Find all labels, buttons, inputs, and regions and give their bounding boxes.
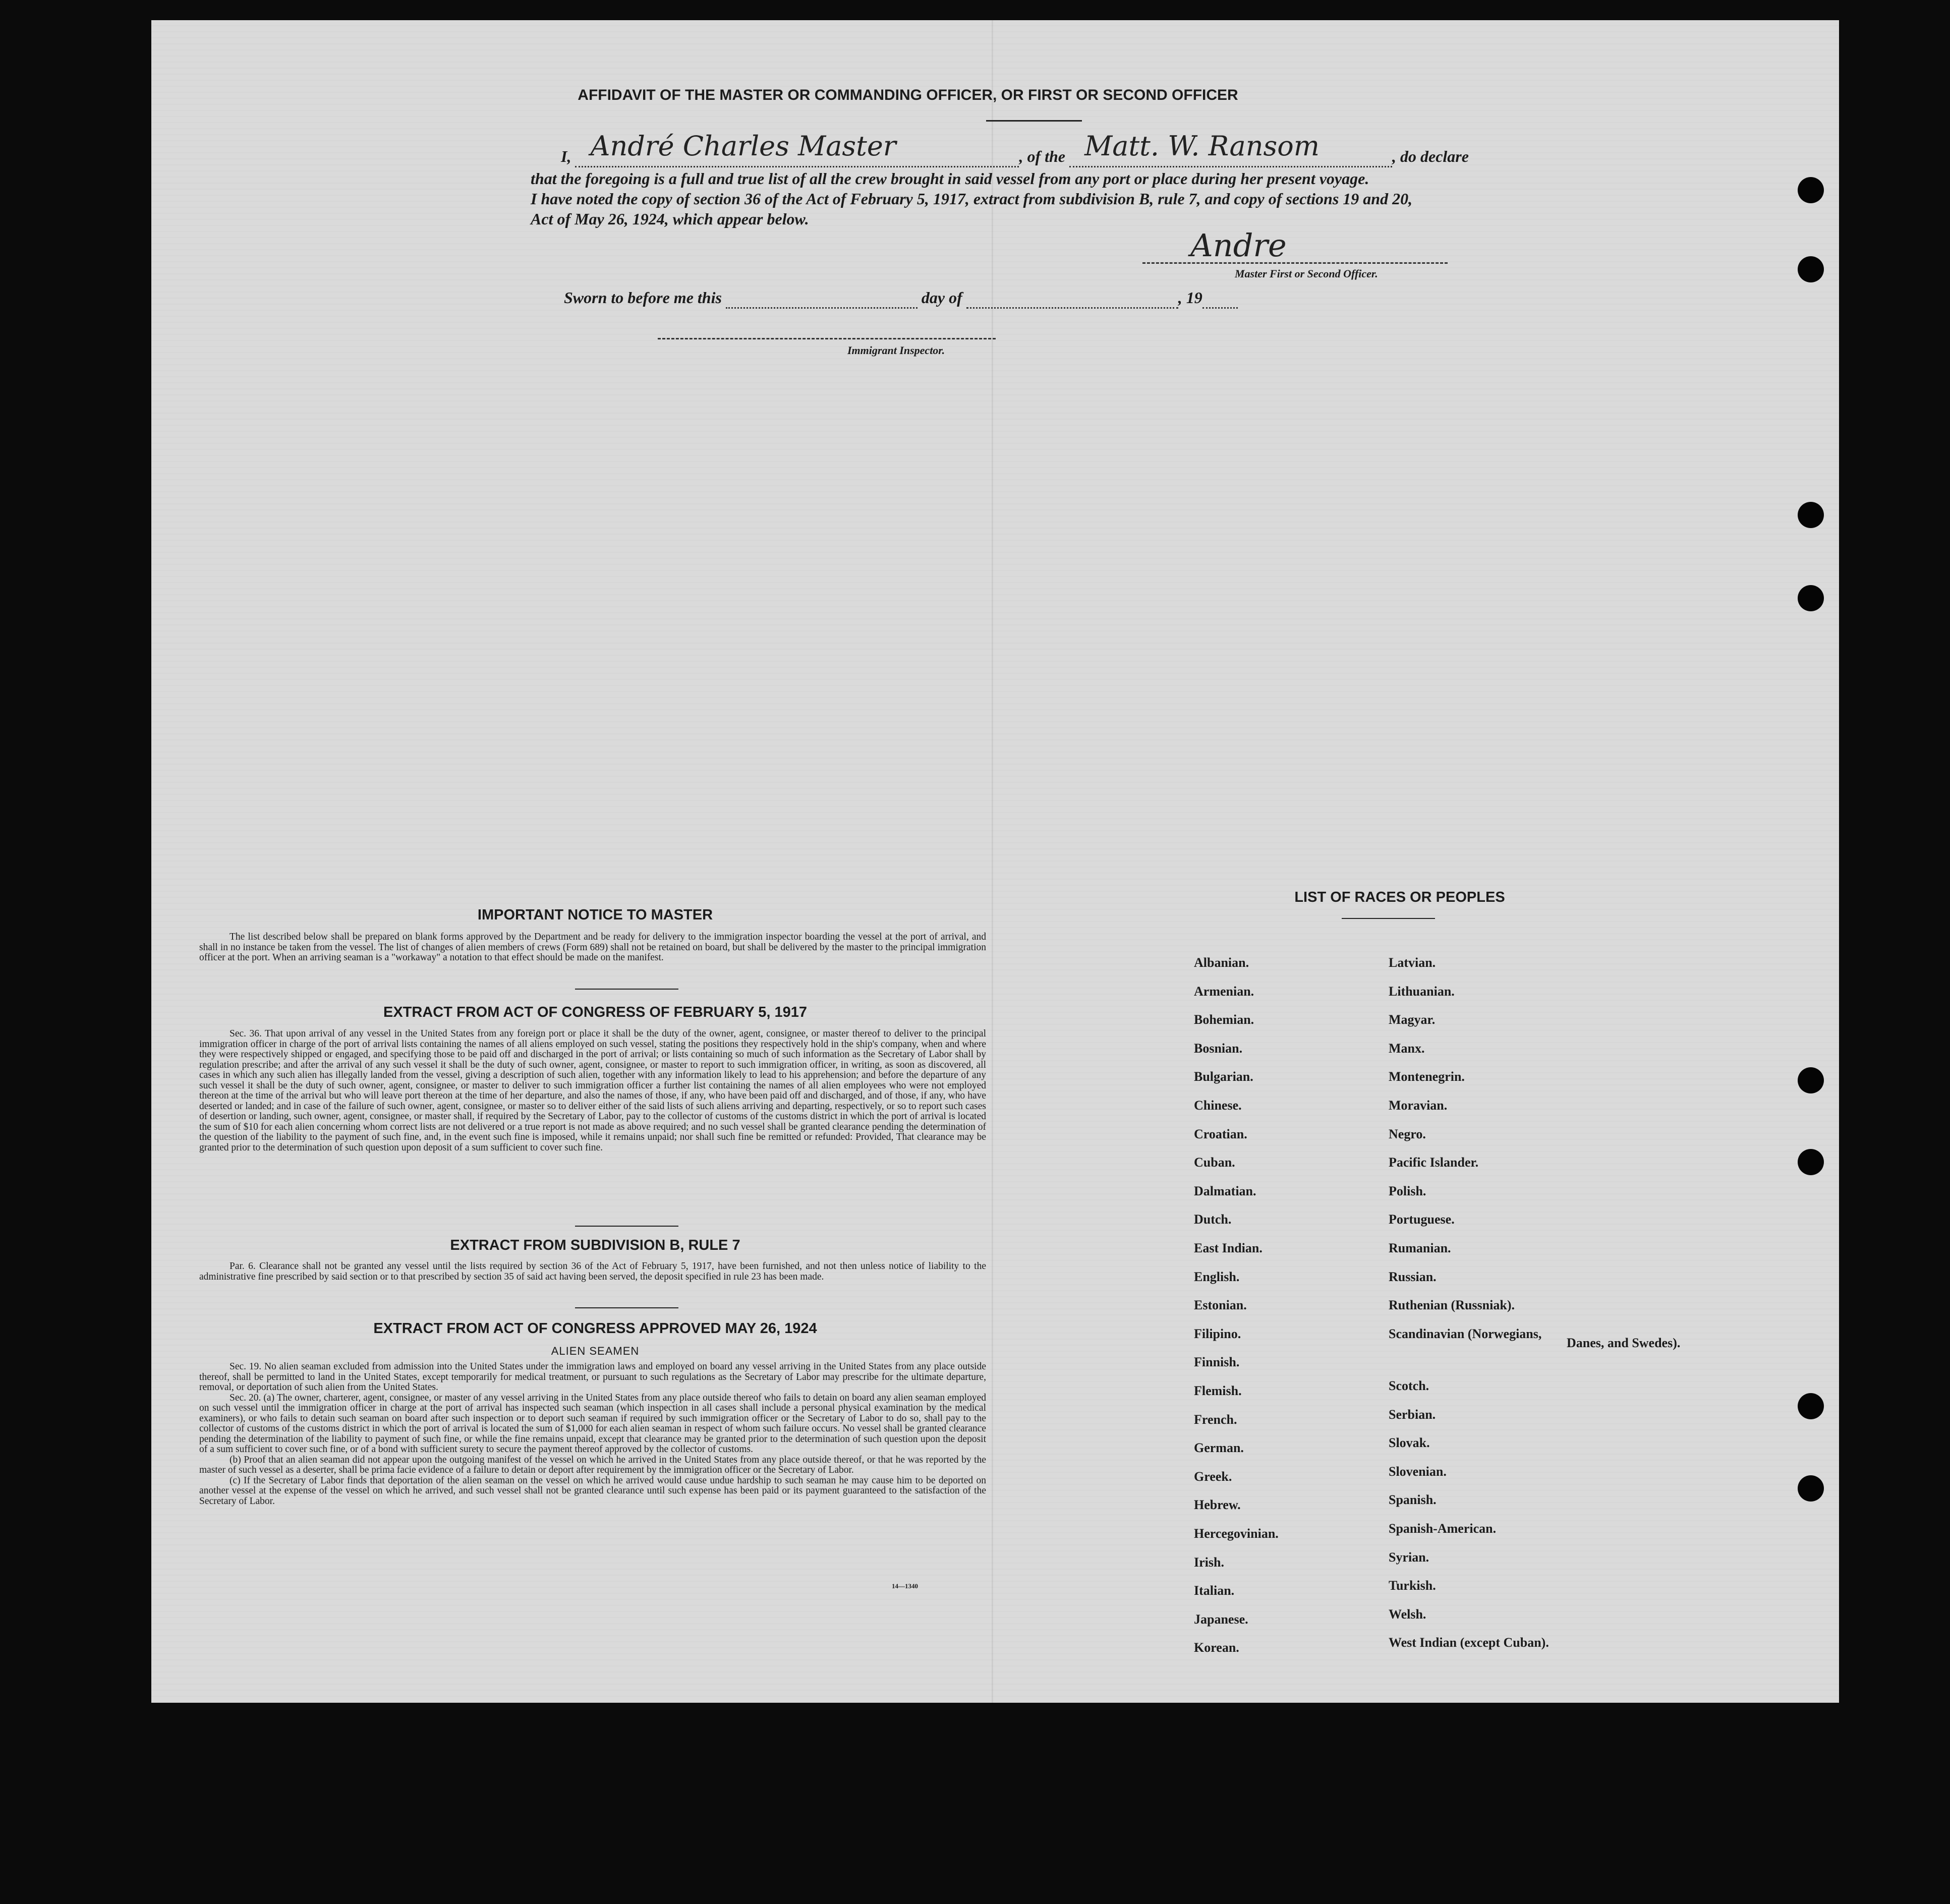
alien-seamen-subtitle: ALIEN SEAMEN [551, 1345, 640, 1357]
race-item: Croatian. [1194, 1126, 1247, 1141]
race-item: Korean. [1194, 1640, 1239, 1655]
rule-7-paragraph: Par. 6. Clearance shall not be granted any vessel until the lists required by section 36 of the Act of February 5, 1917, have been furnished, and not then unless notice of liability to the administrative fine prescribed by said section or to that prescribed by section 35 of said act having been served, the deposit specified in rule 23 has been made. [199, 1261, 986, 1282]
race-item: Armenian. [1194, 984, 1254, 999]
name-handwritten: André Charles Master [590, 130, 896, 162]
race-item: Flemish. [1194, 1383, 1242, 1398]
declaration-line-2: that the foregoing is a full and true list of all the crew brought in said vessel from any port or place during her present voyage. [531, 169, 1369, 188]
race-item: Russian. [1389, 1269, 1437, 1284]
race-item: Magyar. [1389, 1012, 1436, 1027]
race-item: Japanese. [1194, 1611, 1248, 1627]
race-item: Scandinavian (Norwegians, [1389, 1326, 1542, 1341]
declaration-mid: , of the [1019, 147, 1065, 165]
punch-hole [1798, 177, 1824, 203]
name-field [575, 130, 1019, 167]
race-item: Finnish. [1194, 1355, 1240, 1370]
race-item: Serbian. [1389, 1407, 1436, 1422]
race-item: Greek. [1194, 1469, 1232, 1484]
race-item: Moravian. [1389, 1098, 1448, 1113]
race-item: Slovenian. [1389, 1464, 1447, 1479]
race-item: Filipino. [1194, 1326, 1241, 1341]
race-item: Bulgarian. [1194, 1069, 1253, 1084]
race-item: Manx. [1389, 1041, 1425, 1056]
punch-hole [1798, 1393, 1824, 1419]
race-item: Hebrew. [1194, 1497, 1241, 1513]
notice-text [199, 932, 986, 963]
race-item: Estonian. [1194, 1298, 1247, 1313]
race-item: Bosnian. [1194, 1041, 1243, 1056]
declaration-line-3: I have noted the copy of section 36 of the Act of February 5, 1917, extract from subdivision B, rule 7, and copy of sections 19 and 20, [531, 190, 1413, 208]
race-item: Cuban. [1194, 1155, 1235, 1170]
declaration-line-1 [561, 130, 1469, 167]
race-item: French. [1194, 1412, 1237, 1427]
race-item: Ruthenian (Russniak). [1389, 1298, 1515, 1313]
divider [986, 120, 1082, 122]
sworn-month-field [966, 289, 1178, 309]
punch-hole [1798, 256, 1824, 282]
section-19-paragraph: Sec. 19. No alien seaman excluded from admission into the United States under the immigration laws and employed on board any vessel arriving in the United States from any place outside thereof, shall be permitted to land in the United States, except temporarily for medical treatment, or pursuant to such regulations as the Secretary of Labor may prescribe for the ultimate departure, removal, or deportation of such alien from the United States. [199, 1361, 986, 1393]
race-item-continuation: Danes, and Swedes). [1567, 1336, 1681, 1350]
declaration-prefix: I, [561, 147, 571, 165]
race-item: Bohemian. [1194, 1012, 1254, 1027]
inspector-line [658, 338, 996, 339]
race-item: German. [1194, 1440, 1244, 1456]
inspector-caption: Immigrant Inspector. [847, 344, 945, 357]
extract-1924-title: EXTRACT FROM ACT OF CONGRESS APPROVED MAY 26, 1924 [373, 1320, 817, 1337]
punch-hole [1798, 1067, 1824, 1093]
section-20a-paragraph: Sec. 20. (a) The owner, charterer, agent, consignee, or master of any vessel arriving in the United States from any place outside thereof who fails to detain on board any alien seaman employed on such vessel until the immigration officer in charge at the port of arrival has inspected such seaman (which inspection in all cases shall include a personal physical examination by the medical examiners), or who fails to detain such seaman on board after such inspection or to deport such seaman if required by such immigration officer or the Secretary of Labor to do so, shall pay to the collector of customs of the customs district in which the port of arrival is located the sum of $1,000 for each alien seaman in respect of whom such failure occurs. No vessel shall be granted clearance pending the determination of the liability to payment of such fine, or while the fine remains unpaid, except that clearance may be granted prior to the determination of such question upon the deposit of a sum sufficient to cover such fine, or of a bond with sufficient surety to secure the payment thereof approved by the collector of customs. [199, 1392, 986, 1455]
extract-1917-title: EXTRACT FROM ACT OF CONGRESS OF FEBRUARY 5, 1917 [383, 1004, 808, 1020]
race-item: Irish. [1194, 1554, 1224, 1570]
section-20c-paragraph: (c) If the Secretary of Labor finds that deportation of the alien seaman on the vessel on which he arrived would cause undue hardship to such seaman he may cause him to be deported on another vessel at the expense of the vessel on which he arrived, and such vessel shall not be granted clearance until such expense has been paid or its payment guaranteed to the satisfaction of the Secretary of Labor. [199, 1475, 986, 1507]
signature-line [1142, 262, 1448, 264]
punch-hole [1798, 585, 1824, 611]
sworn-year-field [1202, 289, 1238, 309]
section-36-paragraph: Sec. 36. That upon arrival of any vessel in the United States from any foreign port or place it shall be the duty of the owner, agent, consignee, or master thereof to deliver to the principal immigration officer in charge of the port of arrival lists containing the names of all aliens employed on such vessel, stating the positions they respectively hold in the ship's company, when and where they were respectively shipped or engaged, and specifying those to be paid off and discharged in the port of arrival; or lists containing so much of such information as the Secretary of Labor shall by regulation prescribe; and after the arrival of any such vessel it shall be the duty of such owner, agent, consignee, or master to report to such immigration officer, in writing, as soon as discovered, all cases in which any such alien has illegally landed from the vessel, giving a description of such alien, together with any information likely to lead to his apprehension; and before the departure of any such vessel it shall be the duty of such owner, agent, consignee, or master to deliver to such immigration officer a further list containing the names of all alien employees who were not employed thereon at the time of the arrival but who will leave port thereon at the time of her departure, and also the names of those, if any, who have been paid off and discharged, and of those, if any, who have deserted or landed; and in case of the failure of such owner, agent, consignee, or master so to deliver either of the said lists of such aliens arriving and departing, respectively, or so to report such cases of desertion or landing, such owner, agent, consignee, or master shall, if required by the Secretary of Labor, pay to the collector of customs of the customs district in which the port of arrival is located the sum of $10 for each alien concerning whom correct lists are not delivered or a true report is not made as above required; and no such vessel shall be granted clearance pending the determination of the question of the liability to the payment of such fine, and, in the event such fine is imposed, while it remains unpaid; nor shall such fine be remitted or refunded: Provided, That clearance may be granted prior to the determination of such question upon deposit of a sum sufficient to cover such fine. [199, 1028, 986, 1153]
race-item: Turkish. [1389, 1578, 1436, 1593]
form-code: 14—1340 [892, 1582, 918, 1590]
races-title: LIST OF RACES OR PEOPLES [1294, 889, 1505, 905]
race-item: Albanian. [1194, 955, 1249, 970]
sworn-year-label: 19 [1186, 289, 1202, 307]
punch-hole [1798, 1475, 1824, 1502]
sworn-day-field [726, 289, 917, 309]
race-item: Slovak. [1389, 1435, 1430, 1451]
race-item: Hercegovinian. [1194, 1526, 1279, 1541]
race-item: Dutch. [1194, 1212, 1232, 1227]
extract-1924-text [199, 1362, 986, 1507]
sworn-line: Sworn to before me this day of , 19 [564, 289, 1238, 309]
vessel-handwritten: Matt. W. Ransom [1084, 130, 1320, 162]
race-item: West Indian (except Cuban). [1389, 1635, 1549, 1650]
declaration-line-4: Act of May 26, 1924, which appear below. [531, 210, 809, 228]
divider [575, 1307, 678, 1308]
race-item: Lithuanian. [1389, 984, 1455, 999]
divider [1342, 918, 1435, 919]
document-sheet [151, 20, 1839, 1703]
race-item: Spanish. [1389, 1492, 1437, 1508]
section-20b-paragraph: (b) Proof that an alien seaman did not appear upon the outgoing manifest of the vessel on which he arrived in the United States from any place outside thereof, or that he was reported by the master of such vessel as a deserter, shall be prima facie evidence of a failure to detain or deport after requirement by the immigration officer or the Secretary of Labor. [199, 1454, 986, 1475]
notice-paragraph: The list described below shall be prepared on blank forms approved by the Department and be ready for delivery to the immigration inspector boarding the vessel at the port of arrival, and shall in no instance be taken from the vessel. The list of changes of alien members of crews (Form 689) shall not be retained on board, but shall be delivered by the master to the principal immigration officer at the port. When an arriving seaman is a "workaway" a notation to that effect should be made on the manifest. [199, 932, 986, 963]
signature-caption: Master First or Second Officer. [1235, 267, 1378, 280]
race-item: Montenegrin. [1389, 1069, 1465, 1084]
race-item: Dalmatian. [1194, 1183, 1256, 1198]
divider [575, 1226, 678, 1227]
rule-7-text [199, 1261, 986, 1282]
divider [575, 989, 678, 990]
race-item: Rumanian. [1389, 1241, 1451, 1255]
page-fold [992, 20, 993, 1703]
punch-hole [1798, 1149, 1824, 1175]
race-item: Pacific Islander. [1389, 1155, 1479, 1170]
declaration-suffix: , do declare [1392, 147, 1469, 165]
punch-hole [1798, 502, 1824, 528]
race-item: Italian. [1194, 1583, 1235, 1598]
affidavit-title: AFFIDAVIT OF THE MASTER OR COMMANDING OFFICER, OR FIRST OR SECOND OFFICER [578, 87, 1238, 103]
race-item: East Indian. [1194, 1241, 1263, 1255]
race-item: Chinese. [1194, 1098, 1242, 1113]
race-item: Polish. [1389, 1183, 1426, 1198]
extract-1917-text [199, 1029, 986, 1153]
race-item: Spanish-American. [1389, 1521, 1497, 1536]
race-item: Scotch. [1389, 1378, 1429, 1393]
race-item: Negro. [1389, 1126, 1426, 1141]
race-item: Latvian. [1389, 955, 1436, 970]
vessel-field [1069, 130, 1392, 167]
race-item: Welsh. [1389, 1606, 1426, 1622]
signature-handwritten: Andre [1190, 227, 1287, 264]
sworn-prefix: Sworn to before me this [564, 289, 722, 307]
notice-title: IMPORTANT NOTICE TO MASTER [477, 907, 713, 923]
race-item: Portuguese. [1389, 1212, 1455, 1227]
race-item: English. [1194, 1269, 1240, 1284]
sworn-day-label: day of [921, 289, 962, 307]
rule-7-title: EXTRACT FROM SUBDIVISION B, RULE 7 [450, 1237, 740, 1253]
race-item: Syrian. [1389, 1549, 1429, 1565]
